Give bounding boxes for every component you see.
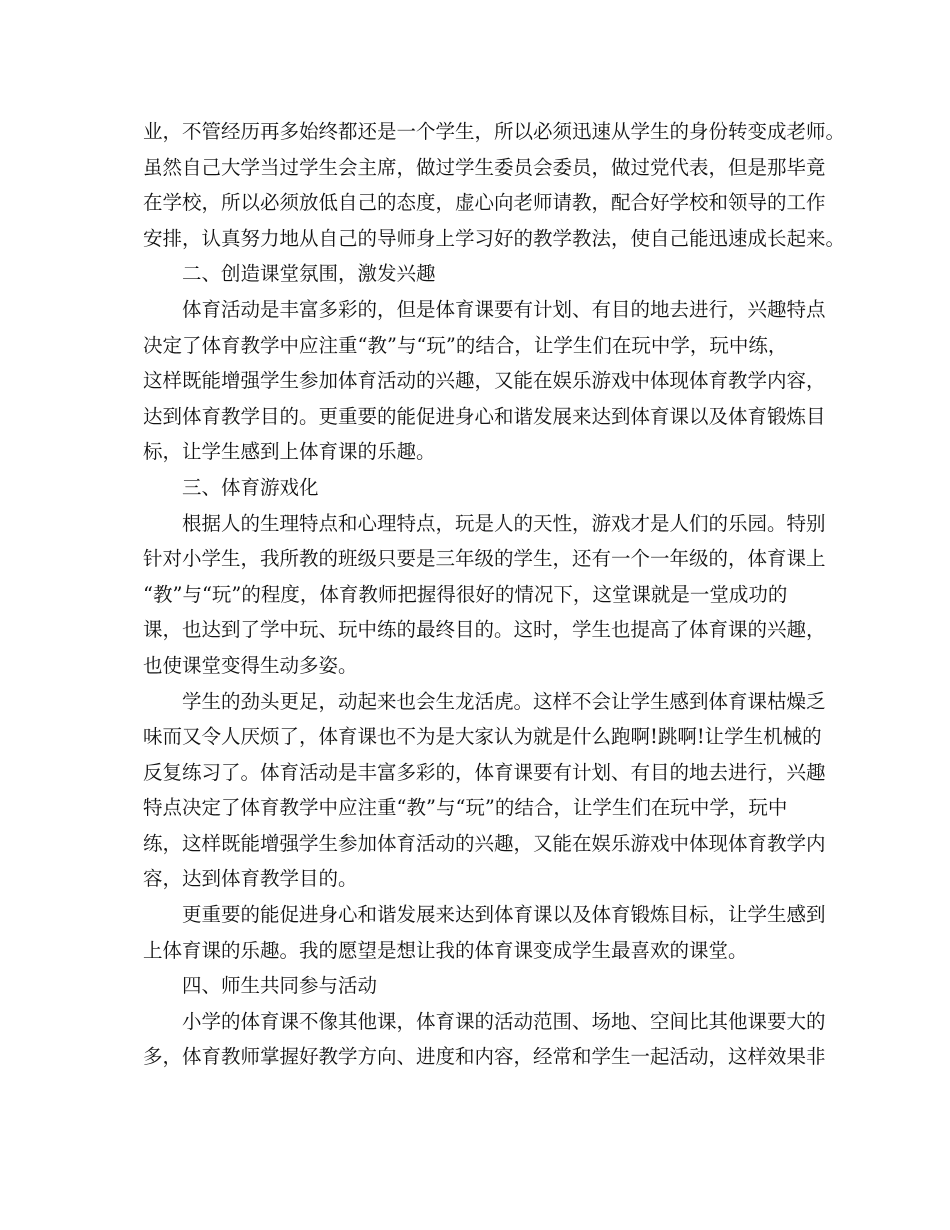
body-line: 安排，认真努力地从自己的导师身上学习好的教学教法，使自己能迅速成长起来。 — [143, 226, 846, 250]
body-line: 容，达到体育教学目的。 — [143, 867, 358, 891]
body-line: “教”与“玩”的程度，体育教师把握得很好的情况下，这堂课就是一堂成功的 — [143, 582, 788, 606]
section-heading-4: 四、师生共同参与活动 — [182, 974, 378, 998]
body-line: 也使课堂变得生动多姿。 — [143, 653, 358, 677]
paragraph-first-line: 根据人的生理特点和心理特点，玩是人的天性，游戏才是人们的乐园。特别 — [182, 511, 826, 535]
body-line: 味而又令人厌烦了，体育课也不为是大家认为就是什么跑啊!跳啊!让学生机械的 — [143, 725, 822, 749]
paragraph-first-line: 更重要的能促进身心和谐发展来达到体育课以及体育锻炼目标，让学生感到 — [182, 903, 826, 927]
body-line: 多，体育教师掌握好教学方向、进度和内容，经常和学生一起活动，这样效果非 — [143, 1045, 826, 1069]
body-line: 练，这样既能增强学生参加体育活动的兴趣，又能在娱乐游戏中体现体育教学内 — [143, 831, 826, 855]
body-line: 课，也达到了学中玩、玩中练的最终目的。这时，学生也提高了体育课的兴趣， — [143, 618, 826, 642]
section-heading-3: 三、体育游戏化 — [182, 475, 319, 499]
body-line: 业，不管经历再多始终都还是一个学生，所以必须迅速从学生的身份转变成老师。 — [143, 120, 846, 143]
section-heading-2: 二、创造课堂氛围，激发兴趣 — [182, 262, 436, 286]
document-body — [143, 114, 846, 1075]
paragraph-first-line: 学生的劲头更足，动起来也会生龙活虎。这样不会让学生感到体育课枯燥乏 — [182, 689, 826, 713]
paragraph-first-line: 小学的体育课不像其他课，体育课的活动范围、场地、空间比其他课要大的 — [182, 1009, 826, 1033]
body-line: 决定了体育教学中应注重“教”与“玩”的结合，让学生们在玩中学，玩中练， — [143, 333, 788, 357]
body-line: 上体育课的乐趣。我的愿望是想让我的体育课变成学生最喜欢的课堂。 — [143, 938, 748, 962]
body-line: 在学校，所以必须放低自己的态度，虚心向老师请教，配合好学校和领导的工作 — [143, 191, 826, 215]
body-line: 针对小学生，我所教的班级只要是三年级的学生，还有一个一年级的，体育课上 — [143, 547, 826, 571]
paragraph-first-line: 体育活动是丰富多彩的，但是体育课要有计划、有目的地去进行，兴趣特点 — [182, 297, 826, 321]
body-line: 标，让学生感到上体育课的乐趣。 — [143, 440, 436, 464]
body-line: 虽然自己大学当过学生会主席，做过学生委员会委员，做过党代表，但是那毕竟 — [143, 155, 826, 179]
body-line: 达到体育教学目的。更重要的能促进身心和谐发展来达到体育课以及体育锻炼目 — [143, 404, 826, 428]
body-line: 反复练习了。体育活动是丰富多彩的，体育课要有计划、有目的地去进行，兴趣 — [143, 760, 826, 784]
body-line: 这样既能增强学生参加体育活动的兴趣，又能在娱乐游戏中体现体育教学内容， — [143, 369, 826, 393]
body-line: 特点决定了体育教学中应注重“教”与“玩”的结合，让学生们在玩中学，玩中 — [143, 796, 788, 820]
